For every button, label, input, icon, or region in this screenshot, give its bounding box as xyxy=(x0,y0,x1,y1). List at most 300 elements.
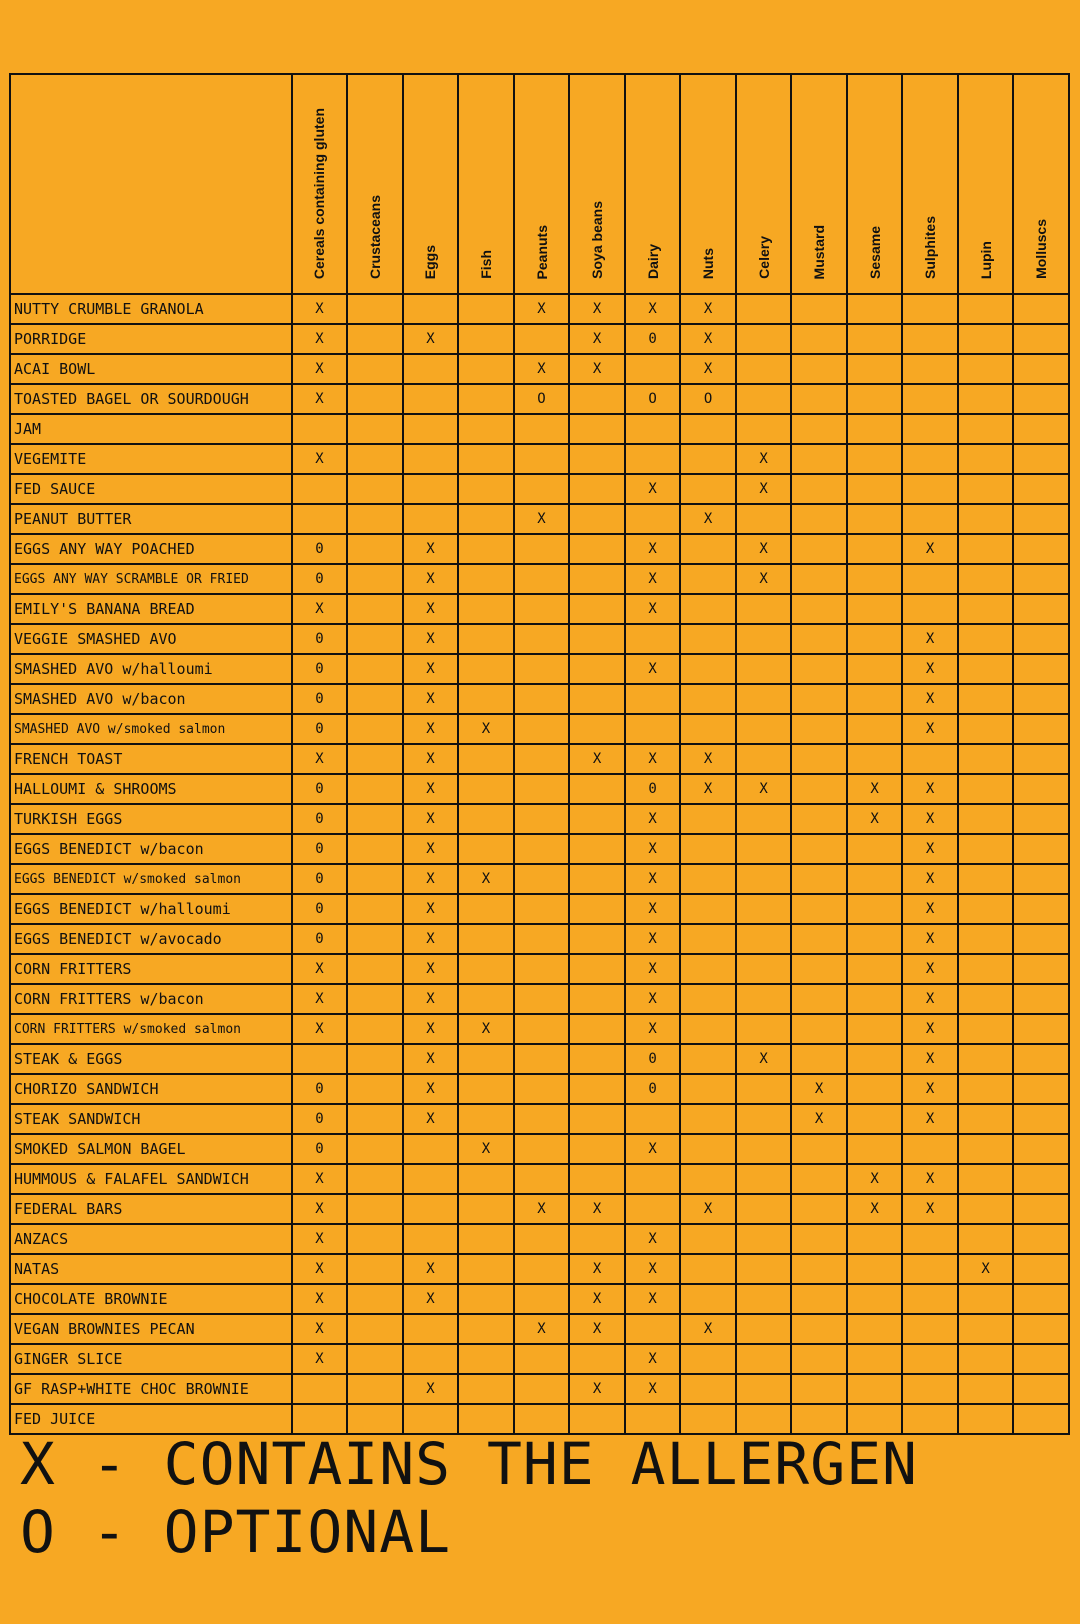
allergen-mark-cell xyxy=(347,804,403,834)
allergen-mark-cell xyxy=(347,1284,403,1314)
allergen-mark-cell xyxy=(736,414,792,444)
allergen-header xyxy=(791,74,847,294)
allergen-mark-cell: X xyxy=(292,1344,348,1374)
allergen-mark-cell: X xyxy=(625,1014,681,1044)
allergen-mark-cell xyxy=(347,924,403,954)
allergen-mark-cell xyxy=(680,714,736,744)
allergen-mark-cell xyxy=(403,1224,459,1254)
allergen-mark-cell xyxy=(958,1284,1014,1314)
allergen-mark-cell xyxy=(403,384,459,414)
menu-item-name: HALLOUMI & SHROOMS xyxy=(10,774,292,804)
allergen-mark-cell xyxy=(847,384,903,414)
allergen-mark-cell xyxy=(458,1344,514,1374)
allergen-mark-cell: X xyxy=(625,1134,681,1164)
allergen-mark-cell xyxy=(458,294,514,324)
allergen-mark-cell: 0 xyxy=(292,864,348,894)
allergen-mark-cell xyxy=(403,474,459,504)
allergen-mark-cell xyxy=(1013,1344,1069,1374)
allergen-mark-cell: X xyxy=(292,594,348,624)
allergen-mark-cell xyxy=(1013,564,1069,594)
menu-item-name: SMASHED AVO w/bacon xyxy=(10,684,292,714)
allergen-mark-cell xyxy=(736,744,792,774)
allergen-mark-cell xyxy=(1013,504,1069,534)
allergen-mark-cell xyxy=(292,504,348,534)
table-row xyxy=(10,564,1069,594)
allergen-mark-cell xyxy=(680,834,736,864)
menu-item-name: EGGS BENEDICT w/avocado xyxy=(10,924,292,954)
allergen-mark-cell: 0 xyxy=(292,684,348,714)
allergen-mark-cell xyxy=(902,294,958,324)
allergen-mark-cell xyxy=(347,1374,403,1404)
allergen-mark-cell xyxy=(458,804,514,834)
allergen-mark-cell: X xyxy=(625,1344,681,1374)
allergen-mark-cell xyxy=(736,804,792,834)
allergen-mark-cell xyxy=(514,924,570,954)
allergen-mark-cell xyxy=(403,1134,459,1164)
allergen-mark-cell xyxy=(958,384,1014,414)
allergen-mark-cell xyxy=(458,1104,514,1134)
allergen-mark-cell xyxy=(514,1164,570,1194)
allergen-header xyxy=(403,74,459,294)
allergen-mark-cell xyxy=(847,444,903,474)
allergen-mark-cell xyxy=(680,1134,736,1164)
allergen-mark-cell xyxy=(680,534,736,564)
allergen-mark-cell xyxy=(1013,1014,1069,1044)
allergen-mark-cell xyxy=(625,1164,681,1194)
allergen-mark-cell xyxy=(680,984,736,1014)
allergen-mark-cell xyxy=(958,1074,1014,1104)
allergen-mark-cell xyxy=(458,1314,514,1344)
allergen-mark-cell xyxy=(791,1284,847,1314)
allergen-mark-cell xyxy=(569,804,625,834)
menu-item-name: NATAS xyxy=(10,1254,292,1284)
allergen-mark-cell: 0 xyxy=(292,534,348,564)
allergen-mark-cell: X xyxy=(403,894,459,924)
allergen-mark-cell: X xyxy=(902,624,958,654)
allergen-mark-cell xyxy=(736,1374,792,1404)
allergen-mark-cell xyxy=(736,1074,792,1104)
allergen-mark-cell xyxy=(569,834,625,864)
allergen-mark-cell: X xyxy=(403,954,459,984)
allergen-mark-cell: X xyxy=(514,354,570,384)
menu-item-name: PEANUT BUTTER xyxy=(10,504,292,534)
allergen-mark-cell: X xyxy=(902,864,958,894)
allergen-mark-cell: X xyxy=(902,954,958,984)
allergen-mark-cell: 0 xyxy=(292,804,348,834)
allergen-mark-cell xyxy=(958,414,1014,444)
allergen-mark-cell: X xyxy=(625,474,681,504)
allergen-mark-cell: 0 xyxy=(625,1074,681,1104)
allergen-header-label: Fish xyxy=(478,250,494,279)
allergen-mark-cell xyxy=(569,924,625,954)
allergen-mark-cell xyxy=(847,894,903,924)
allergen-header xyxy=(1013,74,1069,294)
allergen-mark-cell xyxy=(347,1344,403,1374)
allergen-mark-cell xyxy=(569,624,625,654)
allergen-mark-cell xyxy=(1013,954,1069,984)
allergen-mark-cell xyxy=(458,414,514,444)
allergen-mark-cell xyxy=(847,354,903,384)
allergen-mark-cell xyxy=(736,294,792,324)
allergen-header-label: Lupin xyxy=(977,240,994,279)
allergen-header xyxy=(458,74,514,294)
menu-item-name: EGGS ANY WAY POACHED xyxy=(10,534,292,564)
allergen-mark-cell xyxy=(1013,1224,1069,1254)
allergen-mark-cell xyxy=(569,384,625,414)
allergen-mark-cell xyxy=(958,1194,1014,1224)
allergen-mark-cell xyxy=(514,1044,570,1074)
allergen-mark-cell: X xyxy=(458,1134,514,1164)
allergen-mark-cell xyxy=(625,624,681,654)
table-row xyxy=(10,744,1069,774)
allergen-mark-cell xyxy=(791,534,847,564)
allergen-mark-cell xyxy=(569,1344,625,1374)
allergen-mark-cell xyxy=(902,1224,958,1254)
allergen-mark-cell xyxy=(680,954,736,984)
allergen-mark-cell xyxy=(569,1134,625,1164)
allergen-mark-cell xyxy=(458,624,514,654)
allergen-mark-cell xyxy=(1013,444,1069,474)
menu-item-name: TURKISH EGGS xyxy=(10,804,292,834)
table-body xyxy=(10,294,1069,1434)
allergen-mark-cell xyxy=(569,534,625,564)
allergen-mark-cell xyxy=(347,414,403,444)
allergen-header xyxy=(680,74,736,294)
allergen-table xyxy=(9,73,1070,1435)
allergen-mark-cell xyxy=(514,324,570,354)
allergen-mark-cell xyxy=(847,624,903,654)
allergen-mark-cell: X xyxy=(902,984,958,1014)
menu-item-name: HUMMOUS & FALAFEL SANDWICH xyxy=(10,1164,292,1194)
table-row xyxy=(10,324,1069,354)
allergen-mark-cell xyxy=(1013,1314,1069,1344)
allergen-mark-cell xyxy=(1013,294,1069,324)
allergen-mark-cell xyxy=(458,534,514,564)
allergen-mark-cell: X xyxy=(736,534,792,564)
menu-item-name: ACAI BOWL xyxy=(10,354,292,384)
allergen-mark-cell xyxy=(514,774,570,804)
table-row xyxy=(10,1254,1069,1284)
allergen-mark-cell xyxy=(847,834,903,864)
allergen-mark-cell xyxy=(902,1134,958,1164)
allergen-header-label: Soya beans xyxy=(589,201,606,279)
allergen-mark-cell: 0 xyxy=(292,894,348,924)
allergen-mark-cell xyxy=(791,624,847,654)
allergen-mark-cell xyxy=(958,564,1014,594)
allergen-mark-cell: X xyxy=(514,504,570,534)
allergen-mark-cell xyxy=(1013,1164,1069,1194)
table-row xyxy=(10,654,1069,684)
allergen-mark-cell xyxy=(680,594,736,624)
allergen-mark-cell xyxy=(791,714,847,744)
allergen-mark-cell: X xyxy=(292,1164,348,1194)
allergen-mark-cell xyxy=(791,564,847,594)
allergen-mark-cell xyxy=(514,1104,570,1134)
menu-item-name: EGGS BENEDICT w/smoked salmon xyxy=(10,864,292,894)
allergen-mark-cell xyxy=(958,1014,1014,1044)
allergen-mark-cell xyxy=(736,1134,792,1164)
allergen-mark-cell xyxy=(791,414,847,444)
allergen-mark-cell xyxy=(458,684,514,714)
allergen-mark-cell xyxy=(736,954,792,984)
allergen-mark-cell xyxy=(680,894,736,924)
allergen-mark-cell xyxy=(514,1254,570,1284)
allergen-mark-cell xyxy=(458,354,514,384)
allergen-mark-cell xyxy=(958,654,1014,684)
allergen-mark-cell xyxy=(347,504,403,534)
allergen-mark-cell xyxy=(958,504,1014,534)
allergen-mark-cell: X xyxy=(403,534,459,564)
allergen-mark-cell xyxy=(791,474,847,504)
allergen-mark-cell xyxy=(847,1314,903,1344)
allergen-mark-cell xyxy=(958,804,1014,834)
allergen-mark-cell: X xyxy=(680,354,736,384)
allergen-mark-cell xyxy=(458,744,514,774)
allergen-mark-cell: X xyxy=(458,714,514,744)
allergen-mark-cell xyxy=(514,414,570,444)
allergen-mark-cell xyxy=(902,1344,958,1374)
allergen-mark-cell: 0 xyxy=(292,564,348,594)
allergen-mark-cell: X xyxy=(292,1254,348,1284)
allergen-mark-cell xyxy=(1013,654,1069,684)
allergen-mark-cell xyxy=(514,1284,570,1314)
allergen-header-label: Dairy xyxy=(644,243,661,279)
allergen-mark-cell xyxy=(958,1374,1014,1404)
allergen-mark-cell xyxy=(569,414,625,444)
allergen-mark-cell: 0 xyxy=(625,324,681,354)
allergen-header xyxy=(902,74,958,294)
allergen-mark-cell xyxy=(569,1164,625,1194)
allergen-mark-cell xyxy=(569,564,625,594)
allergen-mark-cell xyxy=(736,1344,792,1374)
allergen-header xyxy=(847,74,903,294)
allergen-mark-cell xyxy=(458,1254,514,1284)
allergen-mark-cell: X xyxy=(625,804,681,834)
allergen-mark-cell xyxy=(736,504,792,534)
allergen-mark-cell xyxy=(1013,864,1069,894)
allergen-mark-cell: X xyxy=(625,1374,681,1404)
allergen-mark-cell xyxy=(847,594,903,624)
allergen-mark-cell: X xyxy=(902,774,958,804)
allergen-mark-cell xyxy=(1013,714,1069,744)
allergen-mark-cell xyxy=(736,714,792,744)
allergen-mark-cell xyxy=(791,654,847,684)
menu-item-name: TOASTED BAGEL OR SOURDOUGH xyxy=(10,384,292,414)
allergen-mark-cell xyxy=(458,924,514,954)
menu-item-name: STEAK & EGGS xyxy=(10,1044,292,1074)
allergen-mark-cell xyxy=(403,414,459,444)
allergen-mark-cell xyxy=(680,414,736,444)
allergen-mark-cell: X xyxy=(403,864,459,894)
allergen-mark-cell: X xyxy=(292,954,348,984)
allergen-mark-cell: X xyxy=(625,594,681,624)
allergen-mark-cell xyxy=(403,1344,459,1374)
allergen-mark-cell: 0 xyxy=(625,1044,681,1074)
allergen-mark-cell xyxy=(791,1374,847,1404)
allergen-mark-cell xyxy=(958,594,1014,624)
allergen-mark-cell xyxy=(347,474,403,504)
allergen-mark-cell: X xyxy=(569,354,625,384)
menu-item-name: EGGS BENEDICT w/halloumi xyxy=(10,894,292,924)
allergen-mark-cell: X xyxy=(902,714,958,744)
allergen-mark-cell: X xyxy=(403,624,459,654)
allergen-mark-cell xyxy=(902,504,958,534)
allergen-mark-cell: X xyxy=(625,864,681,894)
table-row xyxy=(10,684,1069,714)
allergen-mark-cell xyxy=(958,984,1014,1014)
allergen-mark-cell xyxy=(292,1044,348,1074)
allergen-mark-cell xyxy=(736,684,792,714)
allergen-mark-cell xyxy=(514,1344,570,1374)
menu-item-name: CORN FRITTERS w/bacon xyxy=(10,984,292,1014)
allergen-mark-cell xyxy=(458,474,514,504)
allergen-mark-cell xyxy=(791,1014,847,1044)
menu-item-name: CORN FRITTERS xyxy=(10,954,292,984)
allergen-mark-cell xyxy=(569,474,625,504)
allergen-mark-cell xyxy=(847,1134,903,1164)
allergen-mark-cell xyxy=(1013,1104,1069,1134)
allergen-mark-cell xyxy=(847,1104,903,1134)
allergen-mark-cell xyxy=(458,594,514,624)
allergen-mark-cell xyxy=(791,774,847,804)
allergen-mark-cell: 0 xyxy=(292,834,348,864)
allergen-mark-cell: X xyxy=(902,1074,958,1104)
allergen-mark-cell xyxy=(514,984,570,1014)
table-row xyxy=(10,504,1069,534)
allergen-mark-cell: X xyxy=(403,924,459,954)
allergen-mark-cell: X xyxy=(625,924,681,954)
allergen-mark-cell: X xyxy=(625,984,681,1014)
allergen-mark-cell: X xyxy=(292,984,348,1014)
allergen-mark-cell xyxy=(902,414,958,444)
allergen-header-label: Sulphites xyxy=(922,215,939,279)
allergen-mark-cell xyxy=(791,384,847,414)
allergen-mark-cell xyxy=(514,714,570,744)
allergen-mark-cell xyxy=(347,954,403,984)
allergen-mark-cell xyxy=(514,894,570,924)
allergen-mark-cell xyxy=(514,1134,570,1164)
allergen-mark-cell xyxy=(847,1284,903,1314)
allergen-mark-cell xyxy=(736,1164,792,1194)
allergen-mark-cell xyxy=(736,1284,792,1314)
allergen-header-label: Nuts xyxy=(700,247,717,279)
allergen-mark-cell xyxy=(458,774,514,804)
allergen-mark-cell xyxy=(680,1044,736,1074)
allergen-mark-cell xyxy=(458,1164,514,1194)
allergen-mark-cell xyxy=(958,474,1014,504)
table-row xyxy=(10,294,1069,324)
allergen-mark-cell: 0 xyxy=(292,714,348,744)
menu-item-name: PORRIDGE xyxy=(10,324,292,354)
allergen-mark-cell xyxy=(347,564,403,594)
allergen-mark-cell: X xyxy=(403,1044,459,1074)
allergen-mark-cell xyxy=(847,1254,903,1284)
allergen-mark-cell: X xyxy=(625,744,681,774)
allergen-mark-cell xyxy=(1013,354,1069,384)
allergen-mark-cell: X xyxy=(292,744,348,774)
menu-item-name: FRENCH TOAST xyxy=(10,744,292,774)
allergen-mark-cell: X xyxy=(902,1194,958,1224)
allergen-mark-cell xyxy=(569,1074,625,1104)
allergen-mark-cell xyxy=(347,324,403,354)
table-row xyxy=(10,1104,1069,1134)
allergen-mark-cell xyxy=(791,1194,847,1224)
allergen-mark-cell xyxy=(680,804,736,834)
header-row xyxy=(10,74,1069,294)
allergen-mark-cell: X xyxy=(847,1164,903,1194)
allergen-mark-cell: X xyxy=(569,1194,625,1224)
allergen-mark-cell xyxy=(902,384,958,414)
allergen-mark-cell xyxy=(902,564,958,594)
allergen-mark-cell xyxy=(1013,834,1069,864)
allergen-mark-cell xyxy=(625,354,681,384)
allergen-mark-cell xyxy=(514,954,570,984)
allergen-mark-cell: X xyxy=(625,564,681,594)
allergen-mark-cell xyxy=(958,1314,1014,1344)
allergen-mark-cell xyxy=(680,1074,736,1104)
allergen-mark-cell xyxy=(458,1194,514,1224)
allergen-mark-cell xyxy=(958,834,1014,864)
allergen-mark-cell xyxy=(625,1314,681,1344)
allergen-mark-cell xyxy=(680,654,736,684)
allergen-mark-cell: X xyxy=(403,804,459,834)
allergen-mark-cell: X xyxy=(791,1074,847,1104)
allergen-mark-cell xyxy=(791,504,847,534)
allergen-mark-cell: X xyxy=(403,594,459,624)
allergen-mark-cell xyxy=(736,624,792,654)
allergen-mark-cell: O xyxy=(680,384,736,414)
table-row xyxy=(10,924,1069,954)
allergen-mark-cell: X xyxy=(514,1314,570,1344)
allergen-mark-cell xyxy=(403,444,459,474)
allergen-mark-cell xyxy=(1013,324,1069,354)
allergen-mark-cell: 0 xyxy=(292,1134,348,1164)
allergen-mark-cell xyxy=(1013,1404,1069,1434)
allergen-mark-cell xyxy=(347,774,403,804)
allergen-mark-cell xyxy=(791,324,847,354)
allergen-mark-cell xyxy=(569,654,625,684)
allergen-mark-cell xyxy=(1013,1374,1069,1404)
allergen-mark-cell xyxy=(902,324,958,354)
allergen-mark-cell xyxy=(347,1224,403,1254)
table-row xyxy=(10,354,1069,384)
allergen-mark-cell xyxy=(514,1014,570,1044)
allergen-mark-cell xyxy=(736,834,792,864)
allergen-mark-cell: X xyxy=(680,1314,736,1344)
allergen-mark-cell xyxy=(347,384,403,414)
allergen-mark-cell xyxy=(902,1374,958,1404)
allergen-mark-cell: X xyxy=(625,294,681,324)
menu-item-name: CORN FRITTERS w/smoked salmon xyxy=(10,1014,292,1044)
allergen-mark-cell xyxy=(347,1164,403,1194)
allergen-mark-cell xyxy=(403,294,459,324)
allergen-mark-cell xyxy=(292,1374,348,1404)
allergen-mark-cell: X xyxy=(403,984,459,1014)
allergen-mark-cell: X xyxy=(403,1284,459,1314)
menu-item-name: FEDERAL BARS xyxy=(10,1194,292,1224)
allergen-mark-cell xyxy=(847,1014,903,1044)
allergen-mark-cell: X xyxy=(680,1194,736,1224)
allergen-mark-cell xyxy=(736,1254,792,1284)
legend-optional: O - OPTIONAL xyxy=(20,1498,452,1566)
allergen-mark-cell xyxy=(1013,744,1069,774)
allergen-mark-cell: X xyxy=(403,714,459,744)
allergen-mark-cell xyxy=(958,1344,1014,1374)
allergen-mark-cell xyxy=(958,324,1014,354)
table-row xyxy=(10,1314,1069,1344)
allergen-mark-cell xyxy=(347,894,403,924)
allergen-mark-cell xyxy=(1013,774,1069,804)
